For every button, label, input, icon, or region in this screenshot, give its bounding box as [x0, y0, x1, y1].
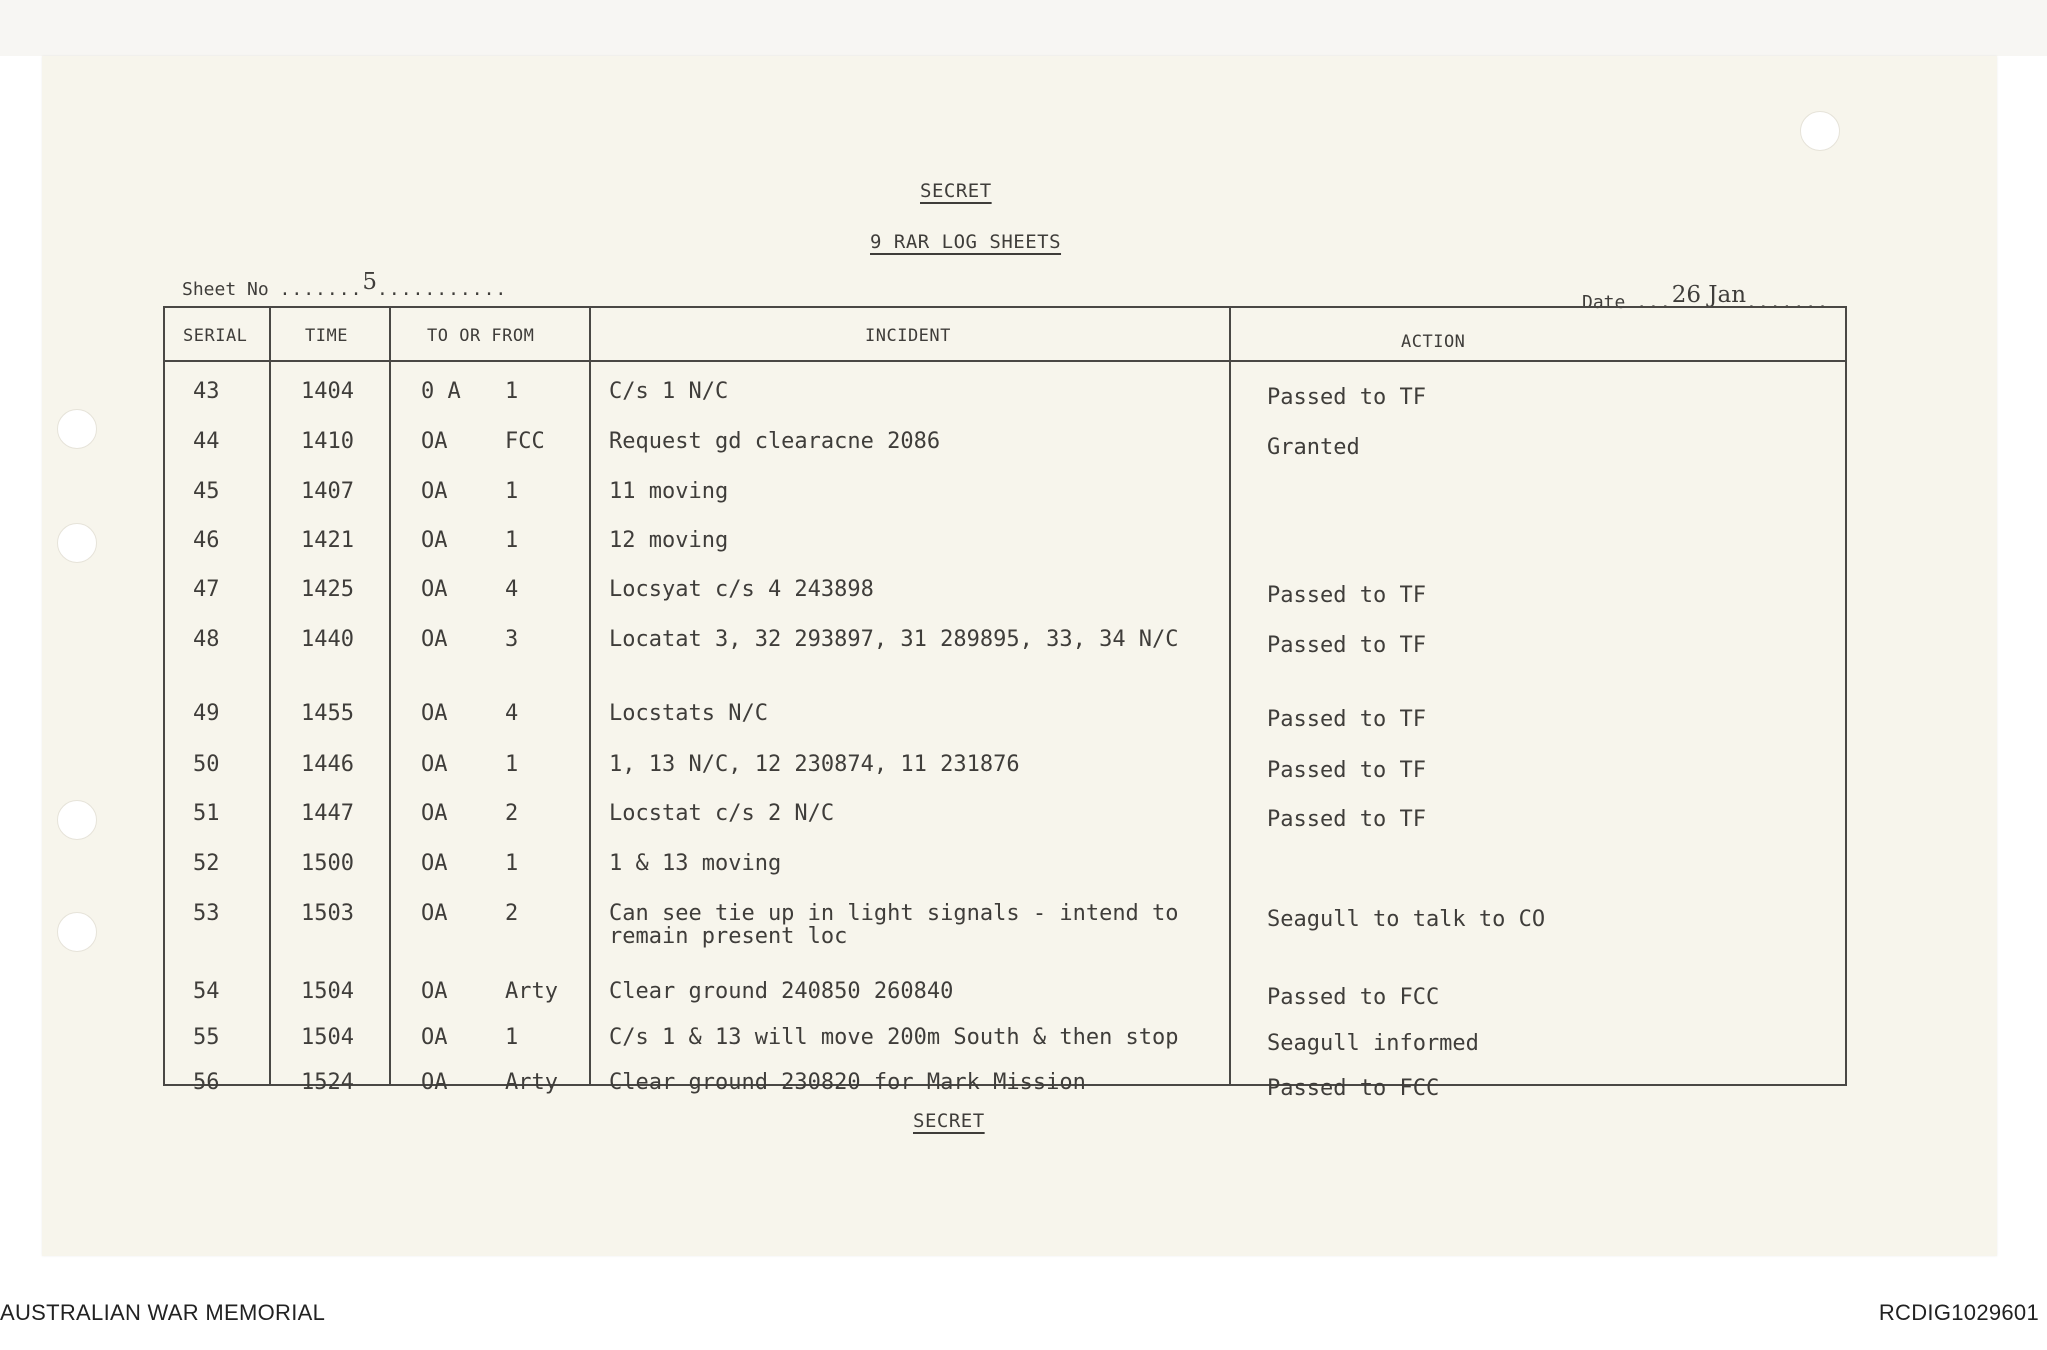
cell-action: Passed to FCC [1267, 985, 1440, 1010]
cell-time: 1500 [301, 851, 354, 876]
cell-from: 1 [505, 379, 519, 404]
column-header-action: ACTION [1401, 332, 1466, 352]
column-divider [1229, 308, 1231, 1084]
punch-hole [57, 409, 97, 449]
cell-time: 1407 [301, 479, 354, 504]
cell-action: Passed to TF [1267, 707, 1426, 732]
cell-time: 1455 [301, 701, 354, 726]
cell-from: Arty [505, 979, 558, 1004]
cell-from: 1 [505, 479, 519, 504]
cell-incident: Locstat c/s 2 N/C [609, 801, 835, 826]
cell-action: Passed to TF [1267, 807, 1426, 832]
cell-time: 1410 [301, 429, 354, 454]
cell-time: 1404 [301, 379, 354, 404]
cell-time: 1440 [301, 627, 354, 652]
cell-action: Passed to TF [1267, 633, 1426, 658]
cell-serial: 55 [193, 1025, 220, 1050]
cell-from: 1 [505, 1025, 519, 1050]
cell-incident: Locatat 3, 32 293897, 31 289895, 33, 34 N/C [609, 627, 1179, 652]
cell-serial: 51 [193, 801, 220, 826]
cell-to: OA [421, 1025, 448, 1050]
cell-from: 4 [505, 577, 519, 602]
classification-bottom: SECRET [913, 1110, 985, 1132]
dot-leader: ... [1636, 292, 1672, 313]
cell-incident: 1, 13 N/C, 12 230874, 11 231876 [609, 752, 1020, 777]
cell-to: OA [421, 577, 448, 602]
cell-time: 1447 [301, 801, 354, 826]
cell-serial: 45 [193, 479, 220, 504]
date-value: 26 Jan [1671, 282, 1747, 308]
punch-hole [57, 523, 97, 563]
cell-serial: 53 [193, 901, 220, 926]
cell-to: OA [421, 528, 448, 553]
cell-action: Seagull informed [1267, 1031, 1479, 1056]
archive-credit: AUSTRALIAN WAR MEMORIAL [0, 1300, 326, 1325]
cell-incident: C/s 1 N/C [609, 379, 729, 404]
header-rule [165, 360, 1845, 362]
column-header-to-or-from: TO OR FROM [427, 326, 535, 346]
cell-to: OA [421, 701, 448, 726]
date-label: Date [1582, 292, 1626, 313]
column-divider [589, 308, 591, 1084]
cell-serial: 44 [193, 429, 220, 454]
cell-incident: C/s 1 & 13 will move 200m South & then stop [609, 1025, 1179, 1050]
cell-from: Arty [505, 1070, 558, 1095]
cell-time: 1421 [301, 528, 354, 553]
cell-serial: 56 [193, 1070, 220, 1095]
cell-from: 3 [505, 627, 519, 652]
column-header-serial: SERIAL [183, 326, 248, 346]
cell-incident: 12 moving [609, 528, 729, 553]
sheet-number-value: 5 [362, 269, 378, 295]
cell-from: 4 [505, 701, 519, 726]
cell-time: 1504 [301, 1025, 354, 1050]
cell-serial: 43 [193, 379, 220, 404]
cell-action: Passed to TF [1267, 385, 1426, 410]
cell-serial: 48 [193, 627, 220, 652]
scan-top-margin [0, 0, 2047, 56]
cell-serial: 54 [193, 979, 220, 1004]
dot-leader: ....... [1746, 292, 1829, 313]
column-header-time: TIME [305, 326, 348, 346]
dot-leader: ........... [377, 279, 508, 300]
column-divider [269, 308, 271, 1084]
cell-to: OA [421, 429, 448, 454]
cell-to: OA [421, 851, 448, 876]
punch-hole [57, 912, 97, 952]
cell-serial: 49 [193, 701, 220, 726]
cell-action: Passed to FCC [1267, 1076, 1440, 1101]
cell-time: 1446 [301, 752, 354, 777]
cell-incident: 1 & 13 moving [609, 851, 782, 876]
cell-time: 1524 [301, 1070, 354, 1095]
cell-to: OA [421, 627, 448, 652]
cell-action: Passed to TF [1267, 583, 1426, 608]
cell-incident: Locstats N/C [609, 701, 768, 726]
cell-serial: 47 [193, 577, 220, 602]
cell-action: Granted [1267, 435, 1360, 460]
column-divider [389, 308, 391, 1084]
cell-from: 1 [505, 752, 519, 777]
cell-action: Passed to TF [1267, 758, 1426, 783]
sheet-label: Sheet No [182, 279, 269, 300]
cell-to: OA [421, 479, 448, 504]
cell-incident: Request gd clearacne 2086 [609, 429, 941, 454]
cell-to: OA [421, 801, 448, 826]
cell-incident: Clear ground 240850 260840 [609, 979, 954, 1004]
cell-to: OA [421, 752, 448, 777]
punch-hole [57, 800, 97, 840]
log-table [163, 306, 1847, 1101]
cell-incident: 11 moving [609, 479, 729, 504]
punch-hole [1800, 111, 1840, 151]
page-title: 9 RAR LOG SHEETS [870, 231, 1062, 253]
cell-serial: 52 [193, 851, 220, 876]
cell-from: 2 [505, 801, 519, 826]
cell-incident: Clear ground 230820 for Mark Mission [609, 1070, 1086, 1095]
cell-incident: Can see tie up in light signals - intend to remain present loc [609, 901, 1179, 950]
cell-action: Seagull to talk to CO [1267, 907, 1546, 932]
cell-serial: 50 [193, 752, 220, 777]
cell-time: 1504 [301, 979, 354, 1004]
cell-serial: 46 [193, 528, 220, 553]
dot-leader: ....... [279, 279, 363, 300]
cell-time: 1425 [301, 577, 354, 602]
cell-to: OA [421, 1070, 448, 1095]
cell-to: OA [421, 979, 448, 1004]
classification-top: SECRET [920, 180, 992, 202]
cell-to: 0 A [421, 379, 461, 404]
cell-from: FCC [505, 429, 545, 454]
column-header-incident: INCIDENT [865, 326, 951, 346]
cell-from: 1 [505, 851, 519, 876]
cell-incident: Locsyat c/s 4 243898 [609, 577, 874, 602]
cell-time: 1503 [301, 901, 354, 926]
sheet-number [182, 269, 508, 301]
cell-to: OA [421, 901, 448, 926]
cell-from: 2 [505, 901, 519, 926]
cell-from: 1 [505, 528, 519, 553]
archive-reference: RCDIG1029601 [1878, 1300, 2039, 1325]
